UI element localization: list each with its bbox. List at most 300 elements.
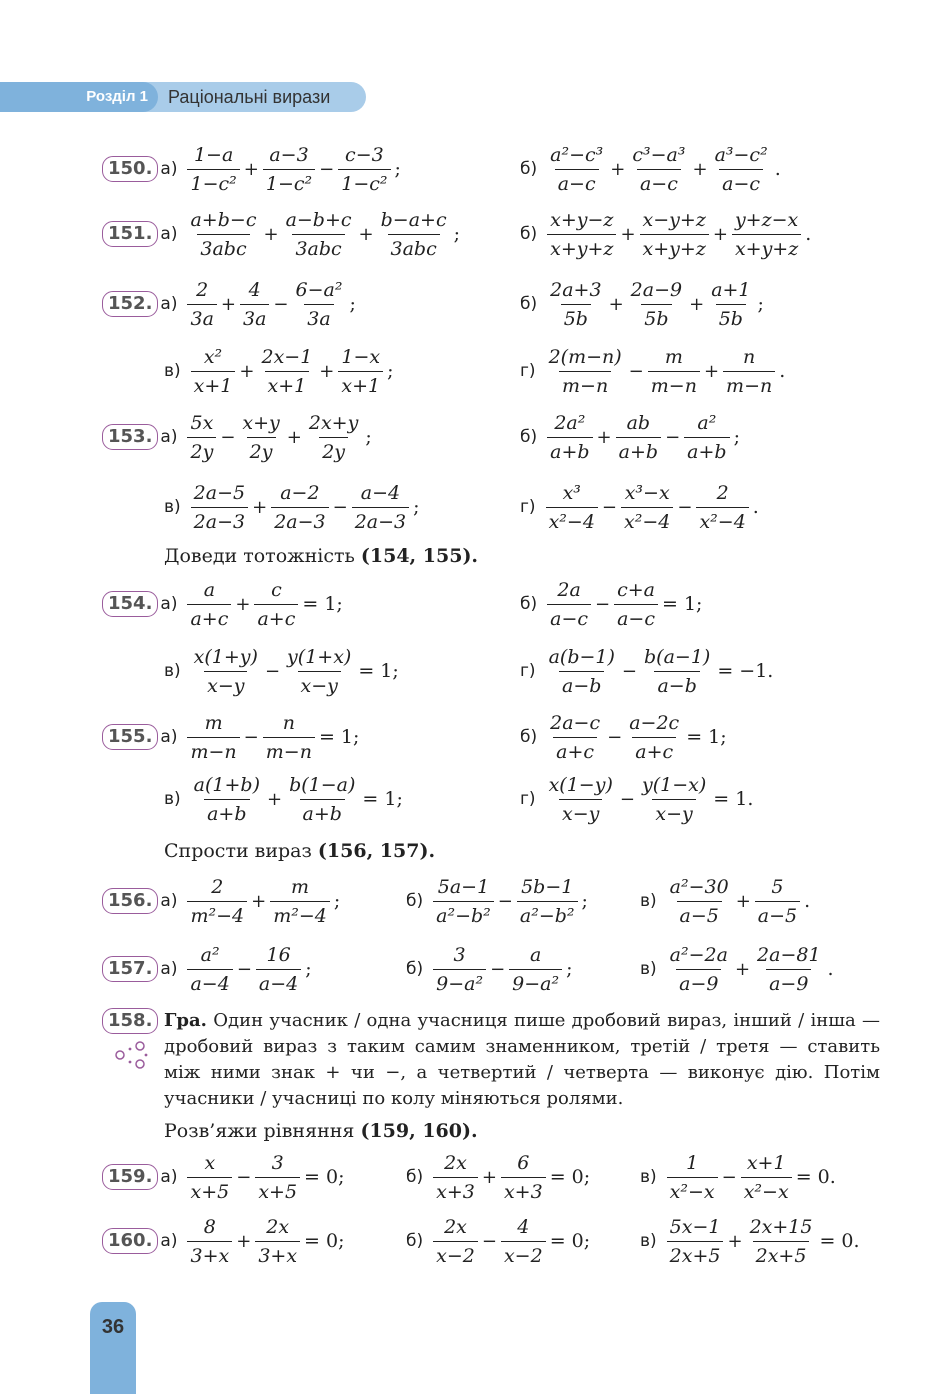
denominator: x−y — [298, 671, 341, 698]
fraction — [187, 1215, 232, 1268]
denominator: a²−b² — [517, 901, 578, 928]
exercise-number: 159. — [102, 1164, 158, 1190]
denominator: x+y+z — [547, 234, 616, 261]
numerator: 1−x — [341, 345, 381, 368]
denominator: x²−4 — [696, 507, 748, 534]
numerator: 2a−9 — [630, 278, 683, 301]
expression-tail: ; — [349, 293, 356, 315]
denominator: m−n — [263, 737, 315, 764]
numerator: 5b−1 — [521, 875, 574, 898]
fraction — [626, 711, 682, 764]
exercise-item — [640, 872, 810, 930]
subitem-label: г) — [520, 789, 536, 809]
page-number: 36 — [90, 1302, 136, 1394]
numerator: 2a² — [554, 411, 586, 434]
numerator: c — [271, 578, 282, 601]
subitem-label: а) — [160, 224, 178, 244]
fraction — [667, 875, 732, 928]
fraction — [628, 278, 685, 331]
numerator: x³ — [562, 481, 581, 504]
numerator: a — [529, 943, 542, 966]
subitem-label: б) — [520, 427, 538, 447]
exercise-item — [640, 1148, 836, 1206]
section-prove-ref: (154, 155). — [360, 545, 479, 567]
operator: − — [721, 1166, 737, 1188]
denominator: m²−4 — [187, 901, 247, 928]
subitem-label: в) — [640, 1167, 657, 1187]
numerator: 3 — [271, 1151, 284, 1174]
expression-tail: = 1. — [713, 788, 754, 810]
numerator: a²−30 — [669, 875, 729, 898]
exercise-item — [520, 575, 702, 633]
numerator: 2x+15 — [749, 1215, 813, 1238]
numerator: a−b+c — [285, 208, 352, 231]
fraction — [547, 143, 606, 196]
numerator: b(a−1) — [644, 645, 711, 668]
fraction — [667, 943, 731, 996]
fraction — [283, 208, 355, 261]
fraction — [547, 711, 603, 764]
denominator: 2x+5 — [753, 1241, 810, 1268]
subitem-label: а) — [160, 427, 178, 447]
subitem-label: в) — [164, 361, 181, 381]
denominator: a−5 — [755, 901, 800, 928]
subitem-label: б) — [520, 294, 538, 314]
numerator: a² — [697, 411, 717, 434]
operator: − — [243, 726, 259, 748]
numerator: a(b−1) — [548, 645, 615, 668]
numerator: 3 — [453, 943, 466, 966]
denominator: 2y — [187, 437, 216, 464]
denominator: a+b — [547, 437, 592, 464]
subitem-label: в) — [164, 497, 181, 517]
numerator: 2 — [716, 481, 729, 504]
numerator: x³−x — [624, 481, 670, 504]
expression-tail: . — [805, 223, 812, 245]
exercise-item — [406, 1212, 590, 1270]
numerator: a(1+b) — [193, 773, 260, 796]
fraction — [255, 1215, 300, 1268]
fraction — [754, 943, 824, 996]
numerator: a+1 — [711, 278, 751, 301]
fraction — [509, 943, 562, 996]
expression-tail: ; — [581, 890, 588, 912]
operator: + — [689, 293, 705, 315]
operator: − — [236, 958, 252, 980]
denominator: 3abc — [197, 234, 249, 261]
denominator: x−y — [204, 671, 247, 698]
fraction — [191, 345, 236, 398]
operator: − — [677, 496, 693, 518]
fraction — [187, 143, 239, 196]
fraction — [732, 208, 801, 261]
exercise-item — [102, 940, 312, 998]
expression-tail: = 0; — [549, 1230, 591, 1252]
section-simplify-text: Спрости вираз — [164, 840, 312, 862]
denominator: 9−a² — [433, 969, 486, 996]
denominator: x+3 — [433, 1177, 478, 1204]
denominator: x²−4 — [621, 507, 673, 534]
fraction — [547, 208, 616, 261]
numerator: 5x — [190, 411, 214, 434]
operator: + — [481, 1166, 497, 1188]
fraction — [621, 481, 673, 534]
fraction — [547, 578, 591, 631]
numerator: 2 — [211, 875, 224, 898]
fraction — [639, 773, 709, 826]
denominator: x+5 — [255, 1177, 300, 1204]
numerator: x−y+z — [642, 208, 706, 231]
operator: − — [621, 660, 637, 682]
expression-tail: = 1; — [318, 726, 360, 748]
section-simplify — [164, 840, 435, 862]
numerator: 2x+y — [308, 411, 359, 434]
denominator: 2x+5 — [667, 1241, 724, 1268]
fraction — [187, 1151, 232, 1204]
numerator: 2x — [266, 1215, 290, 1238]
denominator: m−n — [648, 371, 700, 398]
denominator: 2a−3 — [352, 507, 409, 534]
numerator: a−2c — [629, 711, 680, 734]
subitem-label: б) — [520, 159, 538, 179]
denominator: x+3 — [501, 1177, 546, 1204]
numerator: x² — [203, 345, 223, 368]
exercise-number: 154. — [102, 591, 158, 617]
fraction — [293, 278, 346, 331]
expression-tail: = −1. — [717, 660, 774, 682]
exercise-number: 158. — [102, 1008, 158, 1034]
denominator: 1−c² — [338, 169, 390, 196]
chapter-label: Розділ 1 — [0, 82, 158, 112]
operator: − — [497, 890, 513, 912]
subitem-label: б) — [520, 594, 538, 614]
subitem-label: б) — [406, 891, 424, 911]
fraction — [684, 411, 729, 464]
denominator: a−4 — [256, 969, 301, 996]
denominator: 3a — [240, 304, 269, 331]
operator: − — [220, 426, 236, 448]
exercise-item — [640, 1212, 860, 1270]
operator: − — [490, 958, 506, 980]
numerator: y+z−x — [734, 208, 799, 231]
fraction — [433, 1215, 478, 1268]
exercise-item — [102, 205, 460, 263]
numerator: 1 — [686, 1151, 699, 1174]
fraction — [433, 1151, 478, 1204]
fraction — [667, 1215, 724, 1268]
exercise-item — [520, 275, 764, 333]
fraction — [546, 345, 625, 398]
game-title: Гра. — [164, 1010, 207, 1031]
section-solve-text: Розв’яжи рівняння — [164, 1120, 355, 1142]
denominator: a+b — [300, 799, 345, 826]
exercise-158 — [102, 1008, 160, 1034]
denominator: 2y — [319, 437, 348, 464]
exercise-item — [102, 1212, 345, 1270]
fraction — [501, 1215, 546, 1268]
expression-tail: = 1; — [662, 593, 703, 615]
fraction — [433, 875, 494, 928]
denominator: a+b — [684, 437, 729, 464]
fraction — [284, 645, 354, 698]
denominator: a+c — [632, 737, 676, 764]
operator: + — [610, 158, 626, 180]
exercise-item — [164, 342, 394, 400]
numerator: 4 — [248, 278, 261, 301]
expression-tail: . — [804, 890, 811, 912]
fraction — [741, 1151, 792, 1204]
subitem-label: б) — [406, 959, 424, 979]
chapter-header — [0, 82, 366, 112]
fraction — [187, 208, 259, 261]
fraction — [256, 943, 301, 996]
denominator: 3+x — [255, 1241, 300, 1268]
fraction — [547, 278, 604, 331]
exercise-item — [520, 140, 781, 198]
subitem-label: г) — [520, 661, 536, 681]
expression-tail: ; — [733, 426, 740, 448]
numerator: m — [291, 875, 310, 898]
numerator: 2a — [557, 578, 581, 601]
section-solve-ref: (159, 160). — [360, 1120, 478, 1142]
denominator: m−n — [187, 737, 239, 764]
fraction — [433, 943, 486, 996]
denominator: a+c — [553, 737, 597, 764]
numerator: 1−a — [193, 143, 234, 166]
fraction — [191, 645, 261, 698]
fraction — [723, 345, 775, 398]
exercise-item — [406, 872, 588, 930]
numerator: a−2 — [280, 481, 320, 504]
numerator: c³−a³ — [632, 143, 686, 166]
numerator: b−a+c — [380, 208, 447, 231]
subitem-label: б) — [406, 1167, 424, 1187]
denominator: 3a — [304, 304, 333, 331]
expression-tail: = 0. — [819, 1230, 860, 1252]
numerator: b(1−a) — [289, 773, 356, 796]
numerator: a³−c² — [714, 143, 768, 166]
denominator: a−c — [547, 604, 591, 631]
operator: − — [481, 1230, 497, 1252]
group-game-icon — [112, 1038, 152, 1072]
denominator: a−c — [719, 169, 763, 196]
exercise-number: 151. — [102, 221, 158, 247]
exercise-item — [164, 642, 399, 700]
numerator: a−3 — [269, 143, 309, 166]
operator: + — [252, 496, 268, 518]
exercise-item — [520, 708, 727, 766]
operator: + — [608, 293, 624, 315]
subitem-label: а) — [160, 159, 178, 179]
expression-tail: . — [752, 496, 759, 518]
fraction — [546, 481, 598, 534]
fraction — [263, 711, 315, 764]
operator: − — [273, 293, 289, 315]
fraction — [641, 645, 713, 698]
fraction — [240, 278, 269, 331]
expression-tail: ; — [333, 890, 341, 912]
exercise-number: 153. — [102, 424, 158, 450]
exercise-number: 155. — [102, 724, 158, 750]
exercise-item — [520, 478, 759, 536]
fraction — [239, 411, 282, 464]
subitem-label: а) — [160, 959, 178, 979]
numerator: 6 — [517, 1151, 530, 1174]
numerator: y(1+x) — [287, 645, 352, 668]
denominator: a−9 — [766, 969, 811, 996]
denominator: a−b — [559, 671, 604, 698]
subitem-label: а) — [160, 727, 178, 747]
numerator: 5x−1 — [669, 1215, 721, 1238]
operator: + — [235, 593, 251, 615]
numerator: 6−a² — [295, 278, 343, 301]
expression-tail: = 0; — [304, 1230, 345, 1252]
expression-tail: ; — [387, 360, 394, 382]
fraction — [338, 345, 383, 398]
fraction — [546, 645, 618, 698]
denominator: x+1 — [265, 371, 310, 398]
denominator: 2a−3 — [191, 507, 248, 534]
exercise-item — [520, 342, 785, 400]
denominator: x+y+z — [640, 234, 709, 261]
fraction — [191, 773, 263, 826]
denominator: a+c — [187, 604, 231, 631]
denominator: 3abc — [292, 234, 344, 261]
subitem-label: г) — [520, 361, 536, 381]
denominator: 5b — [561, 304, 591, 331]
denominator: x−2 — [501, 1241, 546, 1268]
operator: − — [665, 426, 681, 448]
operator: + — [703, 360, 720, 382]
numerator: 2a−5 — [193, 481, 246, 504]
expression-tail: ; — [757, 293, 764, 315]
expression-tail: = 1; — [686, 726, 727, 748]
operator: + — [220, 293, 236, 315]
numerator: a — [203, 578, 216, 601]
exercise-item — [102, 872, 340, 930]
exercise-item — [164, 770, 403, 828]
exercise-item — [520, 642, 773, 700]
denominator: m−n — [723, 371, 775, 398]
subitem-label: б) — [520, 727, 538, 747]
numerator: y(1−x) — [641, 773, 707, 796]
operator: + — [263, 223, 279, 245]
numerator: x(1−y) — [548, 773, 613, 796]
fraction — [378, 208, 450, 261]
fraction — [255, 1151, 300, 1204]
numerator: a−4 — [360, 481, 401, 504]
subitem-label: в) — [640, 1231, 657, 1251]
fraction — [712, 143, 771, 196]
subitem-label: а) — [160, 1167, 178, 1187]
subitem-label: а) — [160, 294, 178, 314]
fraction — [352, 481, 409, 534]
denominator: x+1 — [191, 371, 236, 398]
fraction — [187, 411, 216, 464]
operator: + — [243, 158, 259, 180]
exercise-item — [406, 1148, 590, 1206]
denominator: a−c — [555, 169, 599, 196]
denominator: x²−x — [741, 1177, 792, 1204]
fraction — [286, 773, 358, 826]
expression-tail: = 1; — [362, 788, 403, 810]
denominator: 9−a² — [509, 969, 562, 996]
numerator: n — [743, 345, 756, 368]
numerator: n — [282, 711, 295, 734]
exercise-item — [102, 408, 372, 466]
fraction — [258, 345, 315, 398]
numerator: 2 — [196, 278, 209, 301]
chapter-title: Раціональні вирази — [168, 87, 331, 107]
subitem-label: а) — [160, 891, 178, 911]
fraction — [667, 1151, 718, 1204]
exercise-item — [520, 408, 740, 466]
numerator: 2(m−n) — [548, 345, 622, 368]
exercise-item — [520, 205, 811, 263]
operator: − — [319, 158, 335, 180]
expression-tail: . — [779, 360, 786, 382]
denominator: 1−c² — [263, 169, 315, 196]
exercise-number: 160. — [102, 1228, 158, 1254]
fraction — [616, 411, 661, 464]
numerator: c−3 — [345, 143, 384, 166]
fraction — [747, 1215, 816, 1268]
denominator: a−9 — [676, 969, 721, 996]
numerator: c+a — [617, 578, 655, 601]
exercise-item — [102, 575, 343, 633]
operator: + — [620, 223, 636, 245]
exercise-item — [520, 770, 753, 828]
numerator: x — [204, 1151, 216, 1174]
exercise-number: 152. — [102, 291, 158, 317]
operator: + — [251, 890, 267, 912]
subitem-label: а) — [160, 1231, 178, 1251]
fraction — [338, 143, 390, 196]
denominator: 3+x — [187, 1241, 232, 1268]
numerator: x+y−z — [550, 208, 614, 231]
numerator: 5 — [771, 875, 784, 898]
operator: − — [601, 496, 618, 518]
exercise-item — [102, 140, 401, 198]
exercise-number: 150. — [102, 156, 158, 182]
numerator: 2a+3 — [550, 278, 602, 301]
game-paragraph — [164, 1008, 880, 1112]
fraction — [187, 278, 216, 331]
fraction — [517, 875, 578, 928]
expression-tail: = 0; — [304, 1166, 345, 1188]
fraction — [629, 143, 688, 196]
fraction — [263, 143, 315, 196]
numerator: 2x — [444, 1151, 467, 1174]
denominator: x+1 — [338, 371, 383, 398]
fraction — [640, 208, 709, 261]
exercise-number: 156. — [102, 888, 158, 914]
expression-tail: . — [827, 958, 834, 980]
fraction — [306, 411, 361, 464]
subitem-label: в) — [640, 959, 657, 979]
numerator: a²−2a — [669, 943, 728, 966]
operator: + — [692, 158, 708, 180]
numerator: 2a−81 — [757, 943, 821, 966]
operator: − — [619, 788, 635, 810]
denominator: a−5 — [677, 901, 722, 928]
expression-tail: ; — [453, 223, 461, 245]
fraction — [187, 578, 231, 631]
fraction — [547, 411, 592, 464]
subitem-label: а) — [160, 594, 178, 614]
exercise-item — [102, 1148, 345, 1206]
denominator: x−y — [559, 799, 602, 826]
